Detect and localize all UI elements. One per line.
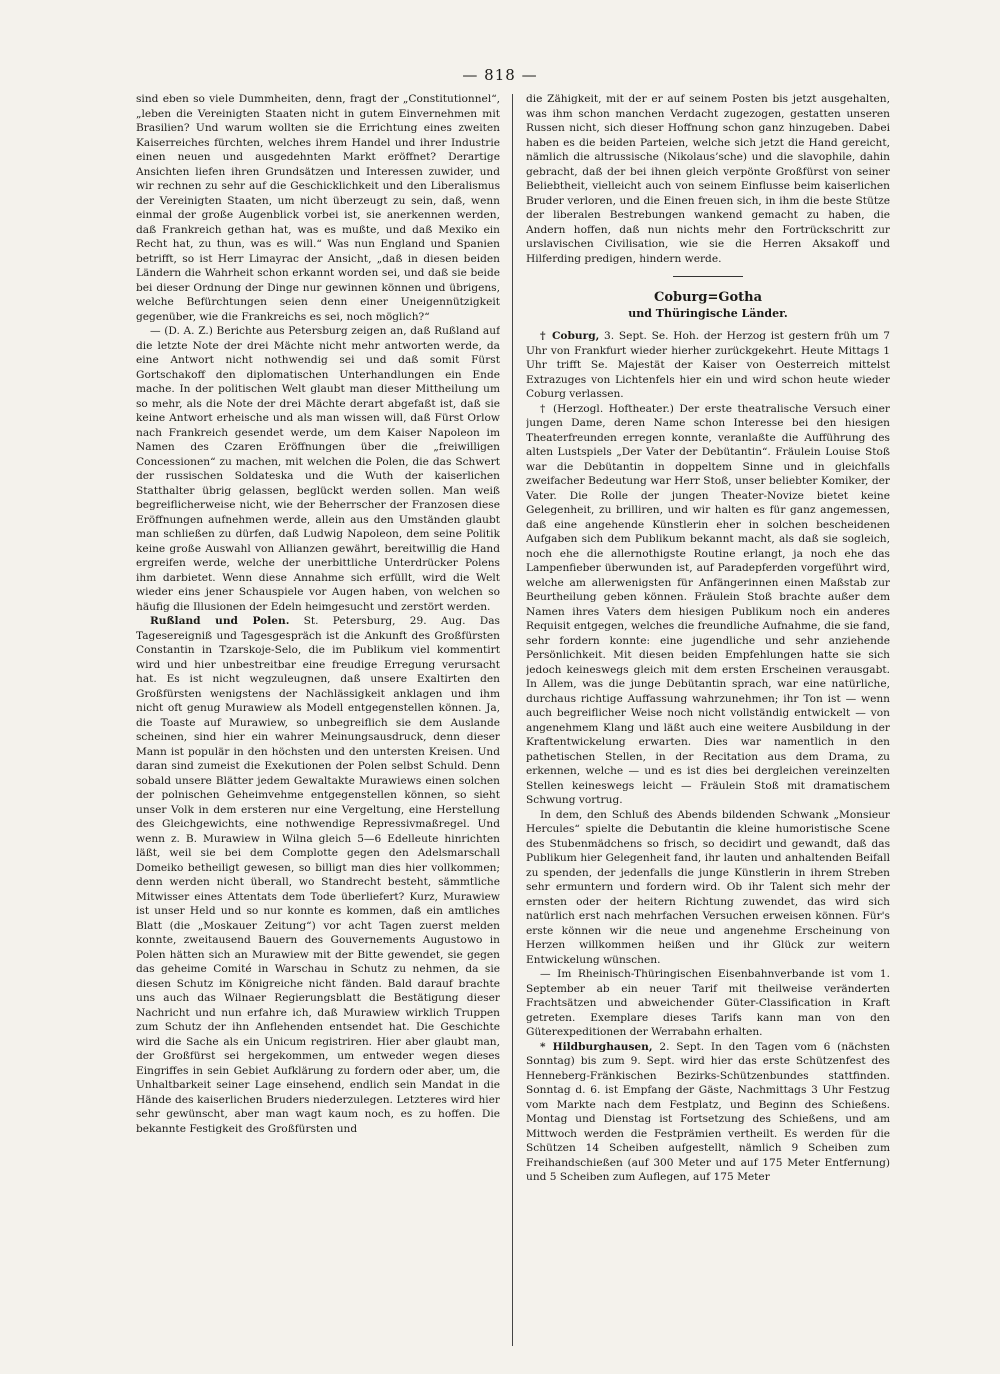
left-column xyxy=(136,92,500,1354)
page-number: — 818 — xyxy=(462,66,538,84)
paragraph-grossfuerst-continued: die Zähigkeit, mit der er auf seinem Posten bis jetzt ausgehalten, was ihm schon manchen Verdacht zugezogen, gestatten unseren Russen nicht, sich dieser Hoffnung schon ganz hinzugeben. Dabei haben es die beiden Parteien, welche sich jetzt die Hand gereicht, nämlich die altrussische (Nikolaus’sche) und die slavophile, dahin gebracht, daß der bei ihnen gleich verpönte Großfürst von seiner Beliebtheit, vielleicht auch von seinem Einflusse beim kaiserlichen Bruder verloren, und die Einen freuen sich, in ihm die beste Stütze der liberalen Bestrebungen wankend gemacht zu haben, die Andern hoffen, daß nun nichts mehr den Fortrückschritt zur urslavischen Civilisation, wie sie die Herren Aksakoff und Hilferding predigen, hindern werde. xyxy=(526,93,890,265)
paragraph-russland-polen xyxy=(136,614,500,1136)
paragraph-hoftheater-text: Der erste theatralische Versuch einer jungen Dame, deren Name schon Interesse bei den hiesigen Theaterfreunden erregen konnte, veranlaßte die Aufführung des alten Lustspiels „Der Vater der Debütantin“. Fräulein Louise Stoß war die Debütantin in doppeltem Sinne und in gleichfalls zweifacher Bedeutung war Herr Stoß, unser beliebter Komiker, der Vater. Die Rolle der jungen Theater-Novize bietet keine Gelegenheit, zu brilliren, und wir halten es für ganz angemessen, daß eine angehende Künstlerin eher in solchen bescheidenen Aufgaben sich dem Publikum bekannt macht, als daß sie sogleich, noch ehe die allernothigste Routine erlangt, ja noch ehe das Lampenfieber überwunden ist, auf Paradepferden vorgeführt wird, welche am allerwenigsten für Anfängerinnen einen Maßstab zur Beurtheilung geben können. Fräulein Stoß brachte außer dem Namen ihres Vaters dem hiesigen Publikum noch ein anderes Requisit entgegen, welches die freundliche Aufnahme, die sie fand, sehr fordern konnte: eine jugendliche und sehr anziehende Persönlichkeit. Mit diesen beiden Empfehlungen hatte sie sich jedoch keineswegs gleich mit dem ersten Erscheinen verausgabt. In Allem, was die junge Debütantin sprach, war eine natürliche, durchaus richtige Auffassung wahrzunehmen; ihr Ton ist — wenn auch begreiflicher Weise noch nicht vollständig entwickelt — von angenehmem Klang und läßt auch eine weitere Ausbildung in der Kraftentwickelung erwarten. Dies war namentlich in den pathetischen Stellen, in der Recitation aus dem Drama, zu erkennen, welche — und es ist dies bei dergleichen vereinzelten Stellen keineswegs leicht — Fräulein Stoß mit dramatischem Schwung vortrug. xyxy=(526,402,890,806)
paragraph-hoftheater xyxy=(526,402,890,808)
paragraph-petersburg-reports: — (D. A. Z.) Berichte aus Petersburg zeigen an, daß Rußland auf die letzte Note der drei Mächte nicht mehr antworten werde, da eine Antwort nicht nothwendig sei und daß somit Fürst Gortschakoff den diplomatischen Unterhandlungen ein Ende mache. In der politischen Welt glaubt man dieser Mittheilung um so mehr, als die Note der drei Mächte derart abgefaßt ist, daß sie keine Antwort erheische und als man wissen will, daß Fürst Orlow nach Frankreich gesendet werde, um dem Kaiser Napoleon im Namen des Czaren Eröffnungen über die „freiwilligen Concessionen“ zu machen, mit welchen die Polen, die das Schwert der russischen Soldateska und die Wuth der kaiserlichen Statthalter übrig gelassen, beglückt werden sollen. Man weiß begreiflicherweise nicht, wie der Beherrscher der Franzosen diese Eröffnungen aufnehmen werde, allein aus den Umständen glaubt man schließen zu dürfen, daß Ludwig Napoleon, dem seine Politik keine große Auswahl von Allianzen gewährt, bereitwillig die Hand ergreifen werde, welche der unerbittliche Unterdrücker Polens ihm darbietet. Wenn diese Annahme sich erfüllt, wird die Welt wieder eins jener Schauspiele vor Augen haben, von welchen so häufig die Illusionen der Edeln heimgesucht und zerstört werden. xyxy=(136,325,500,613)
paragraph-hildburghausen-text: 2. Sept. In den Tagen vom 6 (nächsten Sonntag) bis zum 9. Sept. wird hier das erste Schützenfest des Henneberg-Fränkischen Bezirks-Schützenbundes stattfinden. Sonntag d. 6. ist Empfang der Gäste, Nachmittags 3 Uhr Festzug vom Markte nach dem Festplatz, und Beginn des Schießens. Montag und Dienstag ist Fortsetzung des Schießens, und am Mittwoch werden die Festprämien vertheilt. Es werden für die Schützen 14 Scheiben aufgestellt, nämlich 9 Scheiben zum Freihandschießen (auf 300 Meter und auf 175 Meter Entfernung) und 5 Scheiben zum Auflegen, auf 175 Meter xyxy=(526,1040,890,1183)
column-divider xyxy=(512,94,513,1346)
dateline-hoftheater: † (Herzogl. Hoftheater.) xyxy=(540,402,674,415)
paragraph-russland-polen-text: St. Petersburg, 29. Aug. Das Tagesereigniß und Tagesgespräch ist die Ankunft des Großfürsten Constantin in Tzarskoje-Selo, die im Publikum viel kommentirt wird und hier unbestreitbar eine freudige Erregung verursacht hat. Es ist nicht wegzuleugnen, daß unsere Exaltirten den Großfürsten wenigstens der Nachlässigkeit anklagen und ihm nicht oft genug Murawiew als Modell entgegenstellen können. Ja, die Toaste auf Murawiew, so unbegreiflich sie dem Auslande scheinen, sind hier ein wahrer Meinungsausdruck, denn dieser Mann ist populär in den höchsten und den untersten Kreisen. Und daran sind zumeist die Exekutionen der Polen selbst Schuld. Denn sobald unsere Blätter jedem Gewaltakte Murawiews einen solchen der polnischen Geheimvehme entgegenstellen können, so sieht unser Volk in dem ersteren nur eine Vergeltung, eine Herstellung des Gleichgewichts, eine nothwendige Repressivmaßregel. Und wenn z. B. Murawiew in Wilna gleich 5—6 Edelleute hinrichten läßt, weil sie bei dem Complotte gegen den Adelsmarschall Domeiko betheiligt gewesen, so billigt man dies hier vollkommen; denn werden nicht überall, wo Standrecht besteht, sämmtliche Mitwisser eines Attentats dem Tode überliefert? Kurz, Murawiew ist unser Held und so nur konnte es kommen, daß ein amtliches Blatt (die „Moskauer Zeitung“) vor acht Tagen zuerst melden konnte, zweitausend Bauern des Gouvernements Augustowo in Polen hätten sich an Murawiew mit der Bitte gewendet, sie gegen das geheime Comité in Warschau in Schutz zu nehmen, da sie diesen Schutz im Königreiche nicht fänden. Bald darauf brachte uns auch das Wilnaer Regierungsblatt die Bestätigung dieser Nachricht und nun erfahre ich, daß Murawiew wirklich Truppen zum Schutz der ihn Anflehenden entsendet hat. Die Geschichte wird die Sache als ein Unicum registriren. Hier aber glaubt man, der Großfürst sei hergekommen, um entweder wegen dieses Eingriffes in sein Gebiet Aufklärung zu fordern oder aber, um, die Unhaltbarkeit seiner Lage einsehend, endlich sein Mandat in die Hände des kaiserlichen Bruders niederzulegen. Letzteres wird hier sehr gewünscht, aber man wagt kaum noch, es zu hoffen. Die bekannte Festigkeit des Großfürsten und xyxy=(136,615,500,1135)
section-title-coburg-gotha: Coburg=Gotha xyxy=(653,290,763,305)
section-subtitle-thueringen: und Thüringische Länder. xyxy=(628,307,788,320)
dateline-coburg: † Coburg, xyxy=(540,330,600,342)
paragraph-eisenbahn: — Im Rheinisch-Thüringischen Eisenbahnverbande ist vom 1. September ab ein neuer Tarif mit theilweise veränderten Frachtsätzen und abweichender Güter-Classification in Kraft getreten. Exemplare dieses Tarifs kann man von den Güterexpeditionen der Werrabahn erhalten. xyxy=(526,968,890,1038)
section-heading-russland-polen: Rußland und Polen. xyxy=(150,615,290,627)
dateline-hildburghausen: * Hildburghausen, xyxy=(540,1040,653,1053)
paragraph-coburg-text: 3. Sept. Se. Hoh. der Herzog ist gestern früh um 7 Uhr von Frankfurt wieder hierher zurückgekehrt. Heute Mittags 1 Uhr trifft Se. Majestät der Kaiser von Oesterreich mittelst Extrazuges von Lichtenfels hier ein und wird schon heute wieder Coburg verlassen. xyxy=(526,330,890,400)
paragraph-monsieur-hercules: In dem, den Schluß des Abends bildenden Schwank „Monsieur Hercules“ spielte die Debutantin die kleine humoristische Scene des Stubenmädchens so frisch, so decidirt und gewandt, daß das Publikum hier Gelegenheit fand, ihr lauten und anhaltenden Beifall zu spenden, der jedenfalls die junge Künstlerin in ihrem Streben sehr ermuntern und fordern wird. Ob ihr Talent sich mehr der ernsten oder der heitern Richtung zuwendet, das wird sich natürlich erst nach mehrfachen Versuchen erweisen können. Für's erste können wir die neue und angenehme Erscheinung von Herzen willkommen heißen und ihr Glück zur weitern Entwickelung wünschen. xyxy=(526,808,890,966)
section-rule xyxy=(673,276,743,277)
paragraph-coburg xyxy=(526,329,890,402)
paragraph-hildburghausen xyxy=(526,1040,890,1185)
right-column xyxy=(526,92,890,1354)
paragraph-constitutionnel: sind eben so viele Dummheiten, denn, fragt der „Constitutionnel“, „leben die Vereinigten Staaten nicht in gutem Einvernehmen mit Brasilien? Und warum wollten sie die Errichtung eines zweiten Kaiserreiches fürchten, welches ihrem Handel und ihrer Industrie einen neuen und ausgedehnten Markt eröffnet? Derartige Ansichten liefen ihren Grundsätzen und Interessen zuwider, und wir rechnen zu sehr auf die Geschicklichkeit und den Liberalismus der Vereinigten Staaten, um nicht überzeugt zu sein, daß, wenn einmal der große Augenblick vorbei ist, sie anerkennen werden, daß Frankreich gethan hat, was es mußte, und daß Mexiko ein Recht hat, zu thun, was es will.“ Was nun England und Spanien betrifft, so ist Herr Limayrac der Ansicht, „daß in diesen beiden Ländern die Wahrheit schon erkannt worden sei, und daß sie beide bei dieser Ordnung der Dinge nur gewinnen können und übrigens, welche Befürchtungen seien denn einer Uneigennützigkeit gegenüber, wie die Frankreichs es sei, noch möglich?“ xyxy=(136,93,500,323)
